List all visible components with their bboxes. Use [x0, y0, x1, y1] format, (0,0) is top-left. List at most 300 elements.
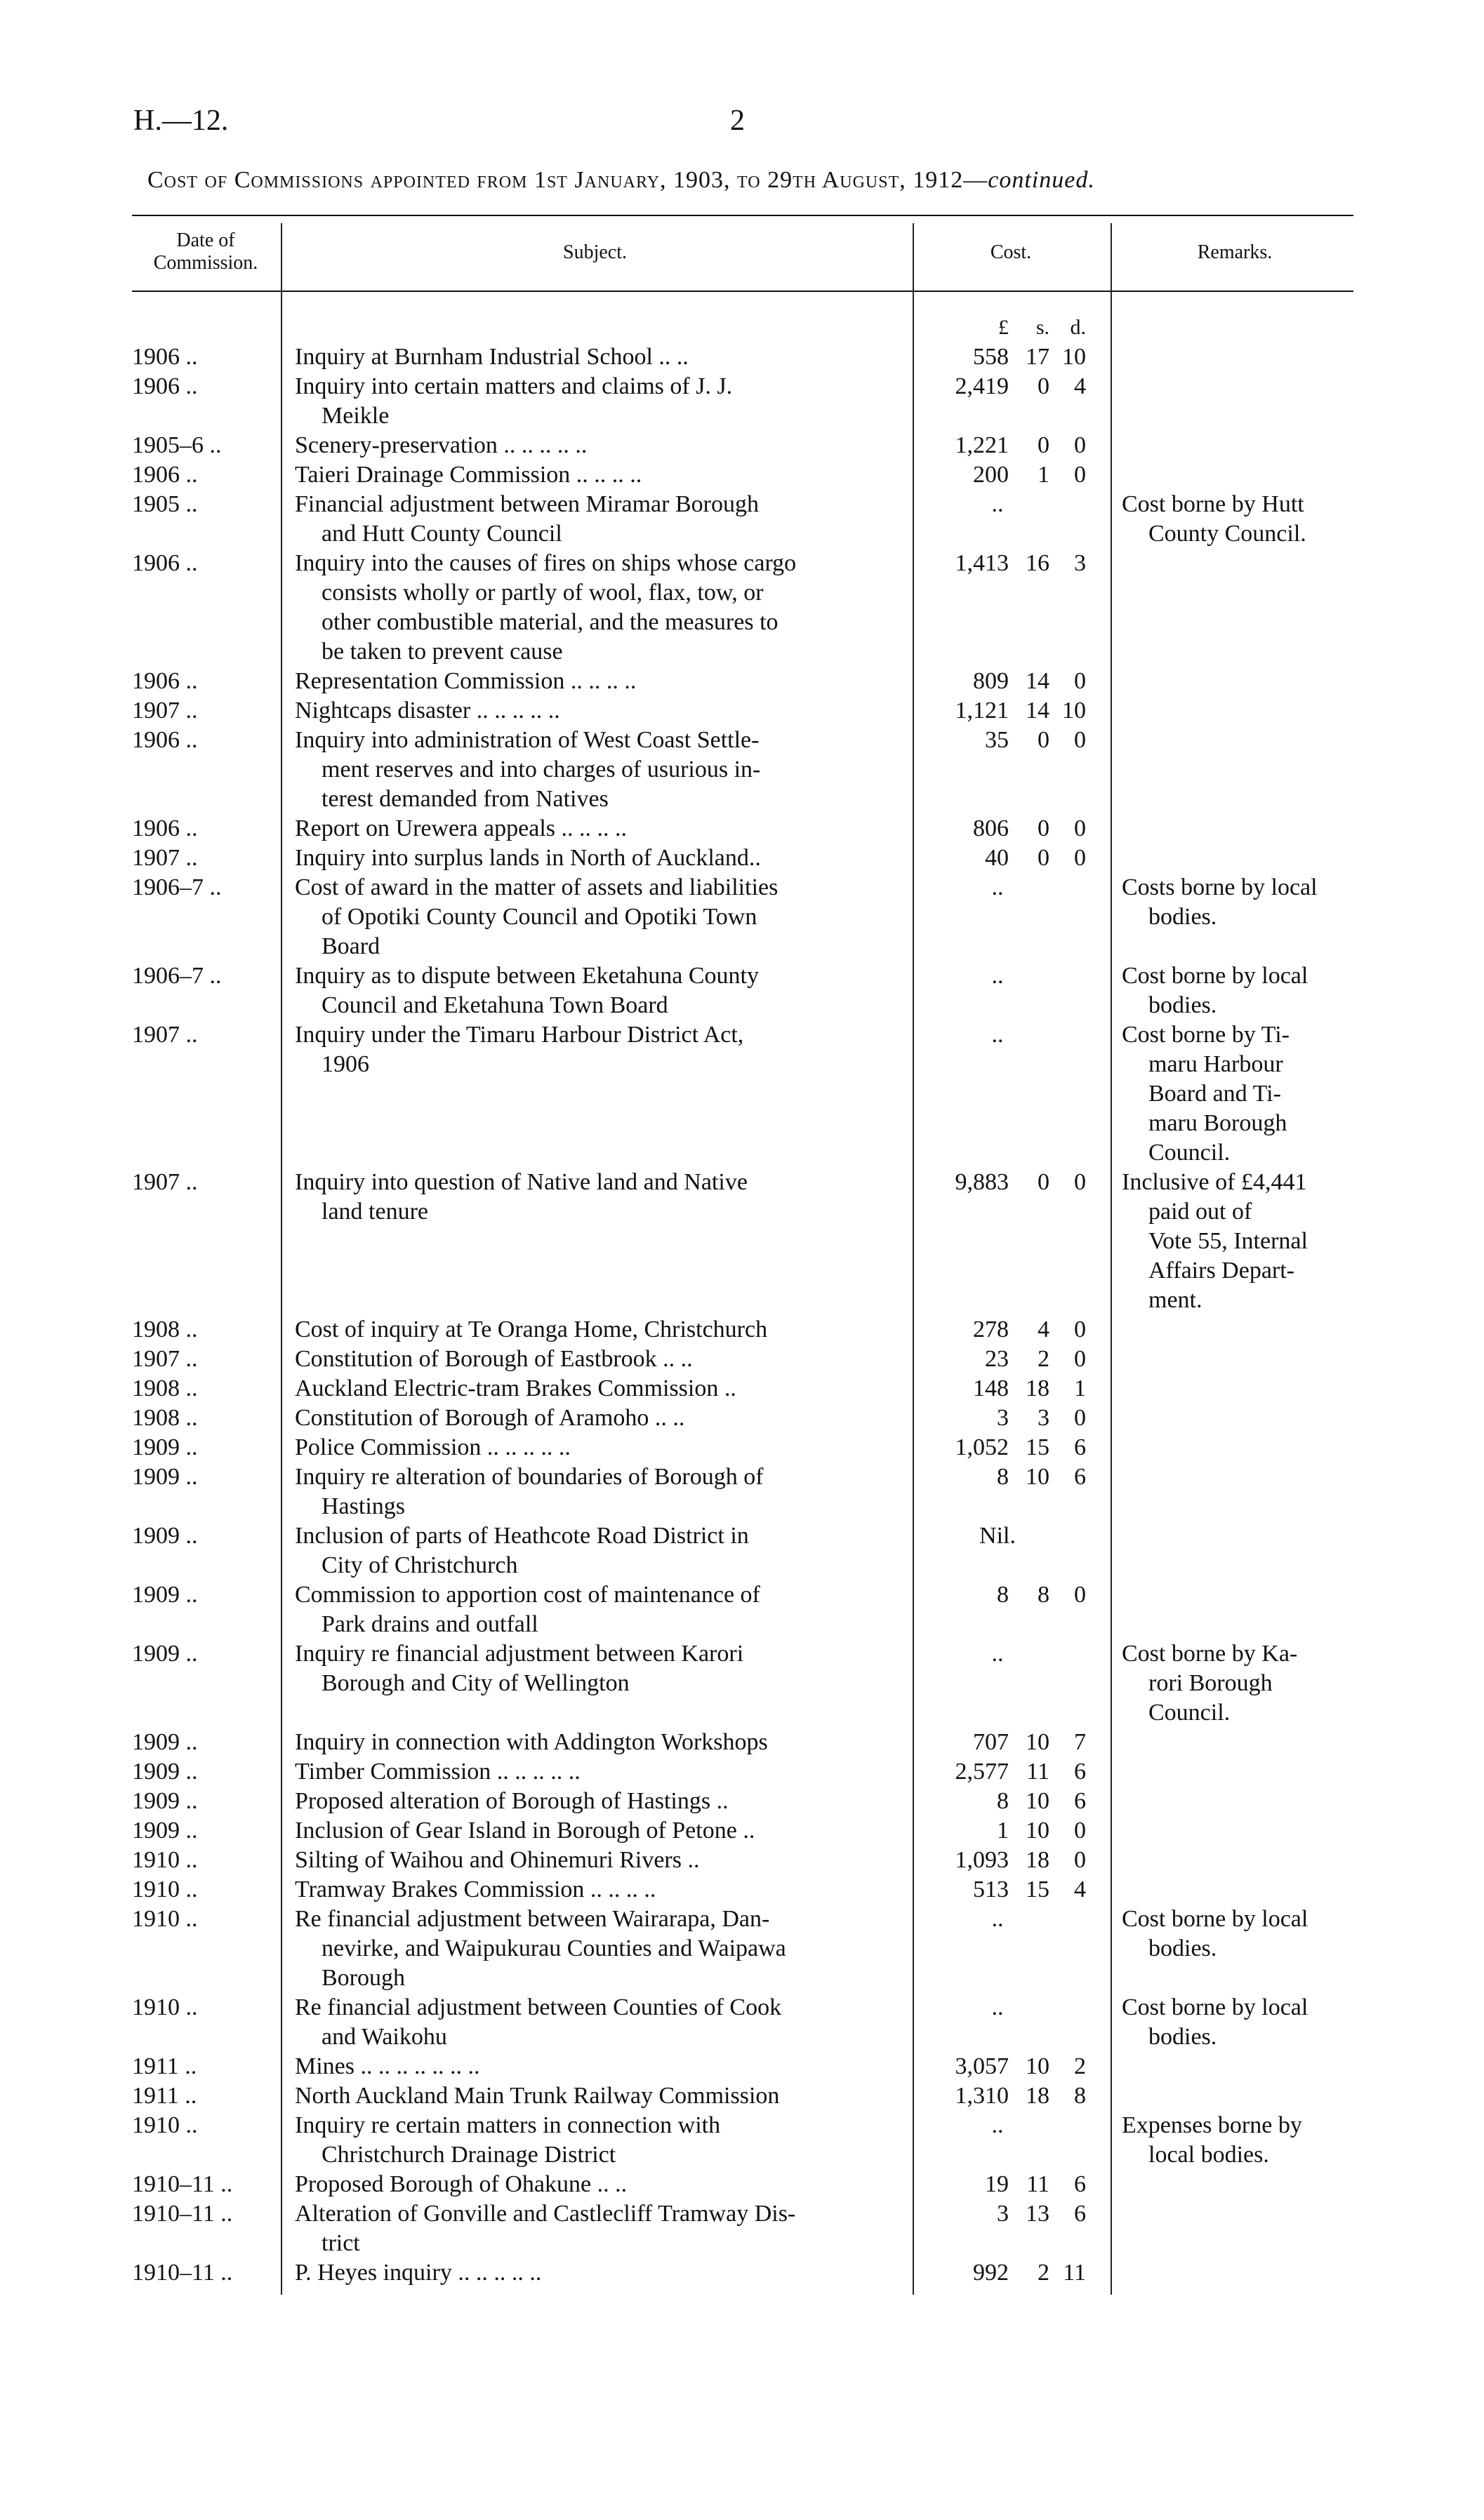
cost-pounds: 35 [985, 727, 1009, 753]
cost-pounds: 558 [973, 344, 1009, 370]
commission-subject [295, 1433, 902, 1462]
table-title [147, 167, 1341, 194]
commission-cost [909, 726, 1099, 755]
subject-line: P. Heyes inquiry .. .. .. .. .. [295, 2260, 542, 2286]
subject-line: Borough [322, 1965, 405, 1991]
commission-cost [909, 1875, 1099, 1905]
cost-pounds: 1,221 [955, 432, 1009, 458]
subject-line: Inquiry into the causes of fires on ships whose cargo [295, 550, 797, 576]
commission-remarks [1122, 1993, 1353, 2052]
commission-cost [909, 1580, 1099, 1610]
remarks-line: Cost borne by Ti- [1122, 1022, 1290, 1048]
commission-remarks [1122, 1639, 1353, 1728]
commission-subject [295, 2258, 902, 2288]
subject-line: Police Commission .. .. .. .. .. [295, 1434, 571, 1460]
commission-cost [909, 342, 1099, 372]
cost-pence: 11 [1063, 2260, 1086, 2286]
commission-cost [909, 1462, 1099, 1492]
subject-line: Inquiry at Burnham Industrial School .. .. [295, 344, 689, 370]
table-title-continued: continued. [988, 167, 1095, 193]
subject-line: terest demanded from Natives [322, 786, 609, 812]
cost-pence: 6 [1074, 1464, 1086, 1490]
commission-date: 1910 .. [132, 1994, 198, 2020]
cost-pounds: 8 [997, 1788, 1009, 1814]
subject-line: trict [322, 2230, 360, 2256]
cost-shillings: 0 [1038, 432, 1049, 458]
commission-date: 1909 .. [132, 1523, 198, 1549]
cost-shillings: 13 [1026, 2201, 1049, 2227]
commission-date: 1909 .. [132, 1582, 198, 1608]
commission-date: 1910 .. [132, 1847, 198, 1873]
commission-date: 1905–6 .. [132, 432, 222, 458]
remarks-line: Cost borne by local [1122, 963, 1309, 989]
commission-cost [909, 1374, 1099, 1404]
cost-pounds: 200 [973, 462, 1009, 488]
commission-cost [909, 1521, 1099, 1551]
cost-pounds: 8 [997, 1464, 1009, 1490]
remarks-line: Affairs Depart- [1148, 1258, 1295, 1284]
cost-pounds: 1,310 [955, 2083, 1009, 2109]
header-bottom-rule [132, 291, 1353, 292]
remarks-line: Cost borne by local [1122, 1906, 1309, 1932]
subject-line: Inclusion of parts of Heathcote Road District in [295, 1523, 749, 1549]
subject-line: Inquiry as to dispute between Eketahuna County [295, 963, 759, 989]
subject-line: Council and Eketahuna Town Board [322, 992, 668, 1018]
subject-line: Inquiry re financial adjustment between Karori [295, 1641, 744, 1667]
subject-line: Inquiry re certain matters in connection with [295, 2112, 721, 2138]
commission-subject [295, 1462, 902, 1521]
commission-cost [909, 1846, 1099, 1875]
subject-line: Borough and City of Wellington [322, 1670, 630, 1696]
commission-subject [295, 2170, 902, 2199]
commission-subject [295, 696, 902, 726]
commission-date: 1906 .. [132, 373, 198, 399]
subject-line: Scenery-preservation .. .. .. .. .. [295, 432, 588, 458]
remarks-line: rori Borough [1148, 1670, 1273, 1696]
commission-cost [909, 696, 1099, 726]
cost-note: .. [991, 963, 1004, 989]
commission-subject [295, 2081, 902, 2111]
cost-pounds: 3 [997, 2201, 1009, 2227]
commission-subject [295, 549, 902, 667]
subject-line: Cost of inquiry at Te Oranga Home, Christchurch [295, 1316, 768, 1342]
commission-cost [909, 961, 1099, 991]
cost-shillings: 14 [1026, 698, 1049, 724]
cost-shillings: 10 [1026, 1729, 1049, 1755]
subject-line: nevirke, and Waipukurau Counties and Waipawa [322, 1935, 786, 1961]
commission-date: 1907 .. [132, 1346, 198, 1372]
commission-subject [295, 961, 902, 1020]
commission-subject [295, 1580, 902, 1639]
commission-date: 1908 .. [132, 1405, 198, 1431]
commission-date: 1906 .. [132, 344, 198, 370]
subject-line: Inquiry in connection with Addington Workshops [295, 1729, 768, 1755]
commission-date: 1909 .. [132, 1759, 198, 1785]
cost-pence: 0 [1074, 432, 1086, 458]
subject-line: Constitution of Borough of Aramoho .. .. [295, 1405, 685, 1431]
cost-shillings: 11 [1026, 1759, 1049, 1785]
cost-pounds: 3,057 [955, 2053, 1009, 2079]
cost-pounds: 1,413 [955, 550, 1009, 576]
subject-line: Inclusion of Gear Island in Borough of Petone .. [295, 1818, 755, 1844]
cost-shillings: 2 [1038, 2260, 1049, 2286]
cost-note: Nil. [979, 1523, 1016, 1549]
cost-pounds: 1,052 [955, 1434, 1009, 1460]
commission-date: 1906 .. [132, 727, 198, 753]
subject-line: Board [322, 933, 380, 959]
cost-pence: 8 [1074, 2083, 1086, 2109]
commission-cost [909, 1639, 1099, 1669]
subject-line: Financial adjustment between Miramar Borough [295, 491, 759, 517]
cost-pounds: 2,577 [955, 1759, 1009, 1785]
subject-line: Inquiry into question of Native land and Native [295, 1169, 748, 1195]
commission-subject [295, 2199, 902, 2258]
cost-note: .. [991, 491, 1004, 517]
commission-date: 1907 .. [132, 698, 198, 724]
cost-pounds: 278 [973, 1316, 1009, 1342]
subject-line: Timber Commission .. .. .. .. .. [295, 1759, 581, 1785]
commission-cost [909, 1345, 1099, 1374]
remarks-line: Inclusive of £4,441 [1122, 1169, 1307, 1195]
remarks-line: Vote 55, Internal [1148, 1228, 1308, 1254]
commission-cost [909, 2081, 1099, 2111]
cost-pence: 3 [1074, 550, 1086, 576]
commission-date: 1905 .. [132, 491, 198, 517]
document-reference: H.—12. [133, 105, 229, 137]
commission-subject [295, 1020, 902, 1079]
cost-note: .. [991, 1994, 1004, 2020]
subject-line: Meikle [322, 403, 390, 429]
cost-pence: 0 [1074, 1582, 1086, 1608]
commission-date: 1910 .. [132, 1876, 198, 1902]
commission-subject [295, 1993, 902, 2052]
commission-cost [909, 1728, 1099, 1757]
remarks-line: Board and Ti- [1148, 1081, 1281, 1107]
commission-subject [295, 1757, 902, 1787]
remarks-line: Costs borne by local [1122, 874, 1318, 900]
cost-shillings: 0 [1038, 815, 1049, 841]
subject-line: Proposed Borough of Ohakune .. .. [295, 2171, 628, 2197]
cost-pounds: 3 [997, 1405, 1009, 1431]
cost-pounds: 992 [973, 2260, 1009, 2286]
cost-pounds: 809 [973, 668, 1009, 694]
cost-pence: 4 [1074, 373, 1086, 399]
cost-shillings: 18 [1026, 1375, 1049, 1401]
cost-shillings: 3 [1038, 1405, 1049, 1431]
commission-cost [909, 490, 1099, 519]
cost-pence: 6 [1074, 1434, 1086, 1460]
commission-subject [295, 1521, 902, 1580]
page-number: 2 [730, 105, 745, 137]
commission-cost [909, 1905, 1099, 1934]
column-divider-2 [913, 223, 914, 2295]
commission-subject [295, 1816, 902, 1846]
commission-subject [295, 2052, 902, 2081]
cost-shillings: 10 [1026, 1818, 1049, 1844]
subject-line: Mines .. .. .. .. .. .. .. [295, 2053, 480, 2079]
cost-shillings: 11 [1026, 2171, 1049, 2197]
remarks-line: Cost borne by Ka- [1122, 1641, 1298, 1667]
cost-shillings: 4 [1038, 1316, 1049, 1342]
subject-line: Re financial adjustment between Counties of Cook [295, 1994, 782, 2020]
commission-cost [909, 1433, 1099, 1462]
commission-date: 1907 .. [132, 1022, 198, 1048]
commission-subject [295, 372, 902, 431]
cost-pounds: 513 [973, 1876, 1009, 1902]
subject-line: Alteration of Gonville and Castlecliff Tramway Dis- [295, 2201, 796, 2227]
cost-pence: 0 [1074, 815, 1086, 841]
commission-date: 1911 .. [132, 2053, 197, 2079]
cost-pence: 6 [1074, 2201, 1086, 2227]
commission-remarks [1122, 961, 1353, 1020]
commission-date: 1909 .. [132, 1434, 198, 1460]
cost-pence: 10 [1062, 698, 1086, 724]
cost-shillings: 15 [1026, 1876, 1049, 1902]
cost-note: .. [991, 874, 1004, 900]
remarks-line: Cost borne by local [1122, 1994, 1309, 2020]
column-divider-3 [1111, 223, 1112, 2295]
cost-shillings: 8 [1038, 1582, 1049, 1608]
commission-subject [295, 1846, 902, 1875]
commission-cost [909, 1993, 1099, 2022]
subject-line: consists wholly or partly of wool, flax, tow, or [322, 580, 764, 606]
column-header-date: Date of Commission. [153, 229, 258, 274]
subject-line: Inquiry re alteration of boundaries of Borough of [295, 1464, 764, 1490]
commission-cost [909, 460, 1099, 490]
commission-date: 1910–11 .. [132, 2171, 233, 2197]
cost-pence: 2 [1074, 2053, 1086, 2079]
cost-note: .. [991, 1641, 1004, 1667]
commission-date: 1909 .. [132, 1788, 198, 1814]
table-title-main: Cost of Commissions appointed from 1st January, 1903, to 29th August, 1912— [147, 167, 988, 193]
commission-subject [295, 2111, 902, 2170]
cost-pounds: 1,093 [955, 1847, 1009, 1873]
currency-units-row [909, 316, 1086, 340]
cost-pence: 4 [1074, 1876, 1086, 1902]
remarks-line: bodies. [1148, 1935, 1217, 1961]
commission-subject [295, 1404, 902, 1433]
subject-line: Report on Urewera appeals .. .. .. .. [295, 815, 628, 841]
cost-shillings: 16 [1026, 550, 1049, 576]
commission-subject [295, 873, 902, 961]
remarks-line: County Council. [1148, 521, 1306, 547]
cost-pence: 0 [1074, 1169, 1086, 1195]
commission-subject [295, 1787, 902, 1816]
cost-pence: 6 [1074, 1788, 1086, 1814]
commission-date: 1908 .. [132, 1375, 198, 1401]
subject-line: North Auckland Main Trunk Railway Commission [295, 2083, 780, 2109]
commission-subject [295, 1905, 902, 1993]
commission-subject [295, 1639, 902, 1698]
remarks-line: paid out of [1148, 1199, 1252, 1225]
cost-pence: 0 [1074, 668, 1086, 694]
cost-pence: 0 [1074, 1818, 1086, 1844]
cost-pence: 0 [1074, 1847, 1086, 1873]
cost-shillings: 14 [1026, 668, 1049, 694]
cost-pounds: 8 [997, 1582, 1009, 1608]
commission-subject [295, 814, 902, 844]
subject-line: and Waikohu [322, 2024, 447, 2050]
commission-date: 1906 .. [132, 815, 198, 841]
subject-line: Park drains and outfall [322, 1611, 538, 1637]
remarks-line: local bodies. [1148, 2142, 1269, 2168]
remarks-line: ment. [1148, 1287, 1203, 1313]
cost-shillings: 0 [1038, 845, 1049, 871]
commission-date: 1909 .. [132, 1729, 198, 1755]
cost-pence: 0 [1074, 1346, 1086, 1372]
cost-pounds: 40 [985, 845, 1009, 871]
subject-line: of Opotiki County Council and Opotiki Town [322, 904, 757, 930]
subject-line: Silting of Waihou and Ohinemuri Rivers .. [295, 1847, 700, 1873]
commission-cost [909, 2111, 1099, 2140]
commission-subject [295, 490, 902, 549]
commission-date: 1910–11 .. [132, 2260, 233, 2286]
commission-cost [909, 667, 1099, 696]
cost-shillings: 10 [1026, 1788, 1049, 1814]
commission-subject [295, 1875, 902, 1905]
commission-date: 1906–7 .. [132, 874, 222, 900]
commission-date: 1906 .. [132, 668, 198, 694]
cost-pence: 0 [1074, 1316, 1086, 1342]
commission-cost [909, 1787, 1099, 1816]
commission-date: 1909 .. [132, 1641, 198, 1667]
commission-cost [909, 2170, 1099, 2199]
cost-pounds: 1 [997, 1818, 1009, 1844]
subject-line: other combustible material, and the measures to [322, 609, 779, 635]
subject-line: Tramway Brakes Commission .. .. .. .. [295, 1876, 656, 1902]
remarks-line: bodies. [1148, 992, 1217, 1018]
subject-line: Representation Commission .. .. .. .. [295, 668, 637, 694]
subject-line: land tenure [322, 1199, 428, 1225]
commission-cost [909, 1816, 1099, 1846]
commission-remarks [1122, 873, 1353, 932]
subject-line: 1906 [322, 1051, 369, 1077]
cost-shillings: 10 [1026, 1464, 1049, 1490]
cost-note: .. [991, 1022, 1004, 1048]
remarks-line: bodies. [1148, 904, 1217, 930]
commission-cost [909, 549, 1099, 578]
cost-shillings: 18 [1026, 2083, 1049, 2109]
cost-shillings: 0 [1038, 373, 1049, 399]
commission-subject [295, 1345, 902, 1374]
subject-line: Taieri Drainage Commission .. .. .. .. [295, 462, 642, 488]
commission-subject [295, 667, 902, 696]
column-divider-1 [281, 223, 282, 2295]
commission-subject [295, 1168, 902, 1227]
commission-cost [909, 372, 1099, 401]
subject-line: Hastings [322, 1493, 405, 1519]
remarks-line: Council. [1148, 1140, 1231, 1166]
cost-pounds: 2,419 [955, 373, 1009, 399]
commission-subject [295, 460, 902, 490]
remarks-line: bodies. [1148, 2024, 1217, 2050]
commission-date: 1907 .. [132, 845, 198, 871]
remarks-line: maru Borough [1148, 1110, 1287, 1136]
commission-cost [909, 1020, 1099, 1050]
commission-date: 1907 .. [132, 1169, 198, 1195]
cost-shillings: 1 [1038, 462, 1049, 488]
commission-cost [909, 1757, 1099, 1787]
commission-cost [909, 1404, 1099, 1433]
remarks-line: Cost borne by Hutt [1122, 491, 1304, 517]
cost-pence: 1 [1074, 1375, 1086, 1401]
commission-date: 1908 .. [132, 1316, 198, 1342]
shillings-unit: s. [1035, 316, 1049, 339]
commission-remarks [1122, 1168, 1353, 1315]
commission-date: 1911 .. [132, 2083, 197, 2109]
subject-line: Auckland Electric-tram Brakes Commission .. [295, 1375, 736, 1401]
commission-subject [295, 1728, 902, 1757]
subject-line: Constitution of Borough of Eastbrook .. .. [295, 1346, 693, 1372]
cost-pence: 0 [1074, 1405, 1086, 1431]
column-header-cost: Cost. [990, 241, 1032, 263]
cost-pounds: 1,121 [955, 698, 1009, 724]
commission-subject [295, 726, 902, 814]
subject-line: Commission to apportion cost of maintenance of [295, 1582, 760, 1608]
commission-cost [909, 2199, 1099, 2229]
commission-subject [295, 1315, 902, 1345]
cost-pence: 0 [1074, 845, 1086, 871]
cost-shillings: 17 [1026, 344, 1049, 370]
commission-remarks [1122, 1020, 1353, 1168]
cost-pounds: 9,883 [955, 1169, 1009, 1195]
column-header-subject: Subject. [563, 241, 627, 263]
commission-date: 1909 .. [132, 1464, 198, 1490]
commission-remarks [1122, 1905, 1353, 1964]
cost-note: .. [991, 1906, 1004, 1932]
commission-date: 1906 .. [132, 462, 198, 488]
commission-date: 1906–7 .. [132, 963, 222, 989]
commission-remarks [1122, 490, 1353, 549]
subject-line: Proposed alteration of Borough of Hastings .. [295, 1788, 729, 1814]
cost-pounds: 806 [973, 815, 1009, 841]
commission-cost [909, 873, 1099, 902]
subject-line: be taken to prevent cause [322, 639, 563, 665]
pence-unit: d. [1070, 316, 1086, 339]
cost-pence: 0 [1074, 727, 1086, 753]
cost-shillings: 0 [1038, 1169, 1049, 1195]
subject-line: Christchurch Drainage District [322, 2142, 616, 2168]
commission-cost [909, 1315, 1099, 1345]
cost-shillings: 10 [1026, 2053, 1049, 2079]
subject-line: ment reserves and into charges of usurious in- [322, 756, 761, 782]
commission-date: 1910–11 .. [132, 2201, 233, 2227]
subject-line: Inquiry into surplus lands in North of Auckland.. [295, 845, 761, 871]
cost-shillings: 2 [1038, 1346, 1049, 1372]
subject-line: Re financial adjustment between Wairarapa, Dan- [295, 1906, 770, 1932]
commission-subject [295, 342, 902, 372]
remarks-line: Expenses borne by [1122, 2112, 1302, 2138]
remarks-line: Council. [1148, 1700, 1231, 1726]
commission-remarks [1122, 2111, 1353, 2170]
cost-pence: 7 [1074, 1729, 1086, 1755]
commission-cost [909, 844, 1099, 873]
commission-date: 1906 .. [132, 550, 198, 576]
commission-subject [295, 1374, 902, 1404]
subject-line: City of Christchurch [322, 1552, 518, 1578]
commission-cost [909, 2052, 1099, 2081]
header-top-rule [132, 215, 1353, 216]
pounds-unit: £ [998, 316, 1009, 339]
cost-pence: 10 [1062, 344, 1086, 370]
subject-line: Cost of award in the matter of assets and liabilities [295, 874, 779, 900]
cost-pounds: 23 [985, 1346, 1009, 1372]
remarks-line: maru Harbour [1148, 1051, 1283, 1077]
cost-pounds: 707 [973, 1729, 1009, 1755]
cost-note: .. [991, 2112, 1004, 2138]
commission-cost [909, 1168, 1099, 1197]
commission-cost [909, 814, 1099, 844]
